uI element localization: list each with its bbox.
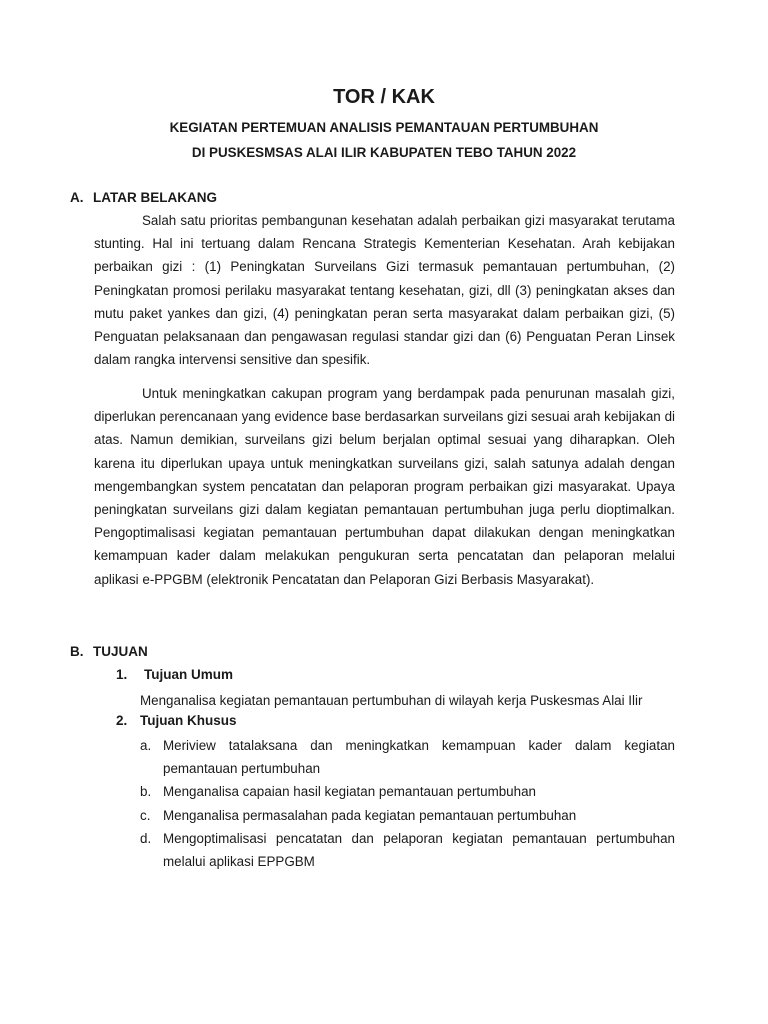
tujuan-khusus-number: 2. [116, 713, 128, 728]
tujuan-khusus-list [140, 734, 675, 873]
document-subtitle-line1: KEGIATAN PERTEMUAN ANALISIS PEMANTAUAN PERTUMBUHAN [169, 120, 599, 135]
section-a-letter: A. [70, 190, 84, 205]
tujuan-umum-title: Tujuan Umum [144, 667, 233, 682]
section-b-title: TUJUAN [93, 644, 148, 659]
tujuan-umum-number: 1. [116, 667, 128, 682]
section-a-title: LATAR BELAKANG [93, 190, 217, 205]
section-a-heading [70, 190, 217, 205]
section-b-letter: B. [70, 644, 84, 659]
list-item-marker: d. [140, 830, 152, 846]
list-item-text: Menganalisa capaian hasil kegiatan pemantauan pertumbuhan [163, 784, 536, 800]
tujuan-khusus-title: Tujuan Khusus [140, 713, 237, 728]
document-title: TOR / KAK [333, 86, 435, 108]
list-item-marker: b. [140, 784, 152, 800]
background-paragraph-1: Salah satu prioritas pembangunan kesehatan adalah perbaikan gizi masyarakat terutama stunting. Hal ini tertuang dalam Rencana Strategis Kementerian Kesehatan. Arah kebijakan perbaikan gizi : (1) Peningkatan Surveilans Gizi termasuk pemantauan pertumbuhan, (2) Peningkatan promosi perilaku masyarakat tentang kesehatan, gizi, dll (3) peningkatan akses dan mutu paket yankes dan gizi, (4) peningkatan peran serta masyarakat dalam perbaikan gizi, (5) Penguatan pelaksanaan dan pengawasan regulasi standar gizi dan (6) Penguatan Peran Linsek dalam rangka intervensi sensitive dan spesifik. [94, 213, 675, 368]
section-b-heading [70, 644, 148, 659]
list-item-text: Menganalisa permasalahan pada kegiatan pemantauan pertumbuhan [163, 807, 577, 823]
list-item-text: Meriview tatalaksana dan meningkatkan kemampuan kader dalam kegiatan pemantauan pertumbuhan [163, 738, 675, 777]
list-item-text: Mengoptimalisasi pencatatan dan pelaporan kegiatan pemantauan pertumbuhan melalui aplikasi EPPGBM [163, 830, 675, 870]
list-item-marker: a. [140, 738, 152, 753]
list-item [140, 734, 675, 780]
tujuan-umum-text: Menganalisa kegiatan pemantauan pertumbuhan di wilayah kerja Puskesmas Alai Ilir [140, 693, 643, 708]
background-paragraph-2: Untuk meningkatkan cakupan program yang berdampak pada penurunan masalah gizi, diperlukan perencanaan yang evidence base berdasarkan surveilans gizi sesuai arah kebijakan di atas. Namun demikian, surveilans gizi belum berjalan optimal sesuai yang diharapkan. Oleh karena itu diperlukan upaya untuk meningkatkan surveilans gizi, salah satunya adalah dengan mengembangkan system pencatatan dan pelaporan program perbaikan gizi masyarakat. Upaya peningkatan surveilans gizi dalam kegiatan pemantauan pertumbuhan juga perlu dioptimalkan. Pengoptimalisasi kegiatan pemantauan pertumbuhan dapat dilakukan dengan meningkatkan kemampuan kader dalam melakukan pengukuran serta pencatatan dan pelaporan melalui aplikasi e-PPGBM (elektronik Pencatatan dan Pelaporan Gizi Berbasis Masyarakat). [94, 386, 675, 587]
tujuan-khusus-heading [116, 713, 237, 728]
document-subtitle-line2: DI PUSKESMSAS ALAI ILIR KABUPATEN TEBO TAHUN 2022 [191, 145, 577, 160]
list-item [140, 804, 675, 827]
list-item [140, 827, 675, 873]
list-item [140, 780, 675, 803]
list-item-marker: c. [140, 807, 151, 823]
tujuan-umum-heading [116, 667, 233, 682]
